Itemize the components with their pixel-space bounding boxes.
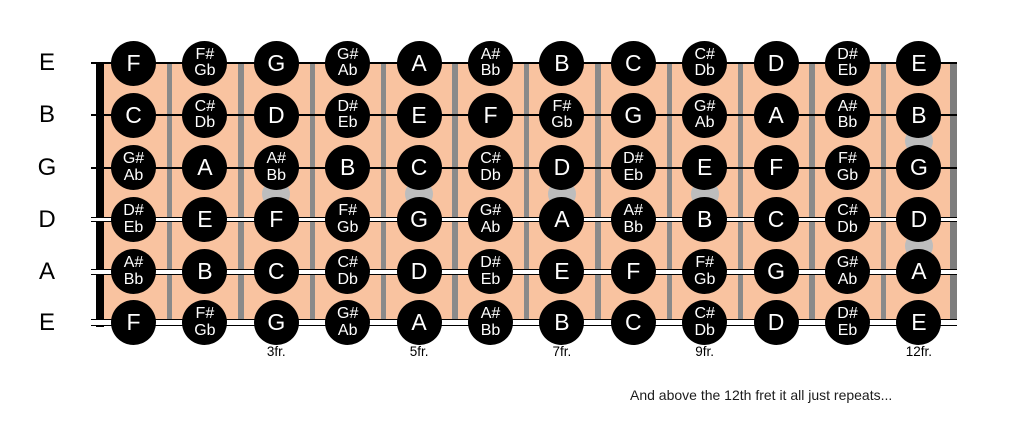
note-circle [468,41,513,86]
note-circle [254,93,299,138]
note-circle [182,93,227,138]
note-circle [682,41,727,86]
string-label-b-1: B [38,101,55,128]
note-circle [754,41,799,86]
note-name: D# [337,97,358,115]
note-circle [539,93,584,138]
note-name: D [910,206,928,232]
note-circle [468,249,513,294]
note-name: G# [337,305,359,322]
note-name: D [553,154,571,180]
fret-number-label-9: 9fr. [695,344,715,359]
note-name: A [411,49,427,76]
note-circle [397,249,442,294]
note-name: D# [837,45,858,63]
note-name: Ab [837,270,858,288]
note-circle [682,300,727,345]
note-name: G# [836,254,859,271]
note-name: A [911,258,927,284]
note-circle [397,300,442,345]
note-circle [611,300,656,345]
string-label-g-2: G [37,153,57,181]
note-name: Db [337,270,358,288]
note-name: Gb [337,218,359,236]
note-name: G# [337,45,359,63]
note-name: B [697,206,713,232]
note-name: Ab [337,62,358,79]
note-name: Bb [480,321,501,339]
string-label-e-5: E [38,308,55,336]
note-name: F [483,101,498,128]
fret-wire [667,63,673,326]
note-name: Gb [836,166,859,184]
fret-number-label-3: 3fr. [266,344,286,359]
note-circle [254,300,299,345]
note-circle [325,249,370,294]
note-name: F# [838,150,857,167]
note-name: Db [694,62,715,79]
note-name: G [267,49,286,76]
note-name: D# [837,305,858,322]
note-circle [325,41,370,86]
note-name: Db [694,321,715,339]
fret-wire [381,63,387,326]
note-name: A [554,206,570,232]
note-circle [111,145,156,190]
note-name: F# [552,97,572,115]
note-circle [754,300,799,345]
note-name: C# [837,202,858,219]
note-name: A# [266,150,287,167]
note-circle [896,41,941,86]
note-name: F# [695,254,715,271]
note-name: D# [480,254,501,271]
note-name: B [197,258,213,284]
note-circle [397,197,442,242]
note-name: Gb [694,270,716,288]
note-name: C [410,154,428,180]
note-name: Db [837,218,858,236]
note-name: D [767,49,785,76]
note-circle [254,197,299,242]
note-circle [254,41,299,86]
note-name: G# [694,97,716,115]
note-circle [111,249,156,294]
note-name: G [624,101,643,128]
note-circle [682,145,727,190]
note-name: G# [122,150,145,167]
note-circle [539,41,584,86]
note-circle [325,300,370,345]
note-name: F# [338,202,358,219]
note-name: C# [480,150,501,167]
note-circle [682,197,727,242]
note-circle [468,300,513,345]
note-name: E [411,101,427,128]
note-circle [254,145,299,190]
note-name: Bb [266,166,287,184]
note-name: Eb [480,270,501,288]
note-circle [825,41,870,86]
note-circle [182,300,227,345]
note-name: B [911,101,927,128]
note-circle [325,93,370,138]
note-name: Ab [123,166,144,184]
note-name: B [554,309,570,335]
note-circle [682,93,727,138]
note-circle [397,93,442,138]
fret-wire [238,63,244,326]
note-name: Gb [551,114,573,131]
note-name: C [624,49,642,76]
note-name: Gb [194,62,216,79]
note-circle [825,145,870,190]
fret-wire [167,63,173,326]
note-name: F [126,309,141,335]
note-circle [682,249,727,294]
note-circle [182,41,227,86]
note-name: Eb [837,62,858,79]
note-name: D# [123,202,144,219]
note-name: E [197,206,213,232]
note-name: Bb [623,218,644,236]
note-name: C [767,206,785,232]
string-label-e-0: E [38,49,55,76]
note-name: Ab [480,218,501,236]
note-circle [754,93,799,138]
note-circle [468,93,513,138]
note-circle [111,300,156,345]
note-circle [397,41,442,86]
note-name: C# [337,254,358,271]
note-name: F [769,154,784,180]
note-circle [825,249,870,294]
note-name: E [697,154,713,180]
note-name: Eb [623,166,644,184]
note-circle [754,145,799,190]
note-name: D [410,258,428,284]
note-circle [611,145,656,190]
note-name: A# [480,305,501,322]
note-name: A# [480,45,501,63]
note-name: G [267,309,286,335]
note-name: G [909,154,928,180]
note-name: Db [194,114,216,131]
note-name: A# [623,202,644,219]
note-circle [539,300,584,345]
note-name: C [267,258,285,284]
note-circle [896,93,941,138]
fret-number-label-12: 12fr. [905,344,933,359]
note-circle [896,300,941,345]
note-circle [111,93,156,138]
nut [96,62,104,327]
fret-wire [452,63,458,326]
note-name: A [197,154,213,180]
fret-wire [524,63,530,326]
note-name: Bb [123,270,144,288]
note-circle [611,249,656,294]
note-circle [325,197,370,242]
note-name: G# [479,202,502,219]
fret-number-label-7: 7fr. [552,344,572,359]
note-circle [825,93,870,138]
note-circle [611,93,656,138]
note-name: A [411,309,427,335]
note-name: B [554,49,570,76]
fret-wire [595,63,601,326]
string-label-d-3: D [38,205,56,233]
fret-wire [738,63,744,326]
note-name: F [269,206,284,232]
note-circle [825,197,870,242]
note-name: G [767,258,786,284]
note-name: Bb [837,114,858,131]
note-name: D [767,309,785,335]
note-circle [397,145,442,190]
note-name: A# [123,254,144,271]
note-circle [111,197,156,242]
note-name: C# [694,305,715,322]
fret-wire [809,63,815,326]
note-circle [754,197,799,242]
note-name: F [626,258,641,284]
note-name: B [340,154,356,180]
note-name: Gb [194,321,216,339]
note-name: C [125,101,142,128]
note-circle [754,249,799,294]
note-name: C [624,309,642,335]
note-name: F [126,49,141,76]
note-name: D# [623,150,644,167]
fret-number-label-5: 5fr. [409,344,429,359]
note-circle [111,41,156,86]
note-name: Ab [337,321,358,339]
note-circle [468,197,513,242]
note-name: Ab [694,114,715,131]
note-name: C# [694,45,715,63]
note-name: Eb [123,218,144,236]
note-circle [254,249,299,294]
fret-wire [310,63,316,326]
note-name: C# [194,97,216,115]
note-circle [611,197,656,242]
note-name: F# [195,305,215,322]
fretboard-end-bar [950,63,957,326]
note-name: A [768,101,784,128]
note-circle [825,300,870,345]
note-name: D [267,101,285,128]
note-name: G [410,206,429,232]
string-label-a-4: A [38,257,55,285]
note-name: Eb [337,114,358,131]
repeat-note-text: And above the 12th fret it all just repeats... [630,387,893,403]
note-name: E [554,258,570,284]
fret-wire [881,63,887,326]
note-name: Bb [480,62,501,79]
note-name: A# [837,97,858,115]
note-name: E [911,49,927,76]
note-circle [468,145,513,190]
note-circle [611,41,656,86]
note-circle [325,145,370,190]
note-name: E [911,309,927,335]
note-name: Db [480,166,501,184]
note-name: F# [195,45,215,63]
note-name: Eb [837,321,858,339]
